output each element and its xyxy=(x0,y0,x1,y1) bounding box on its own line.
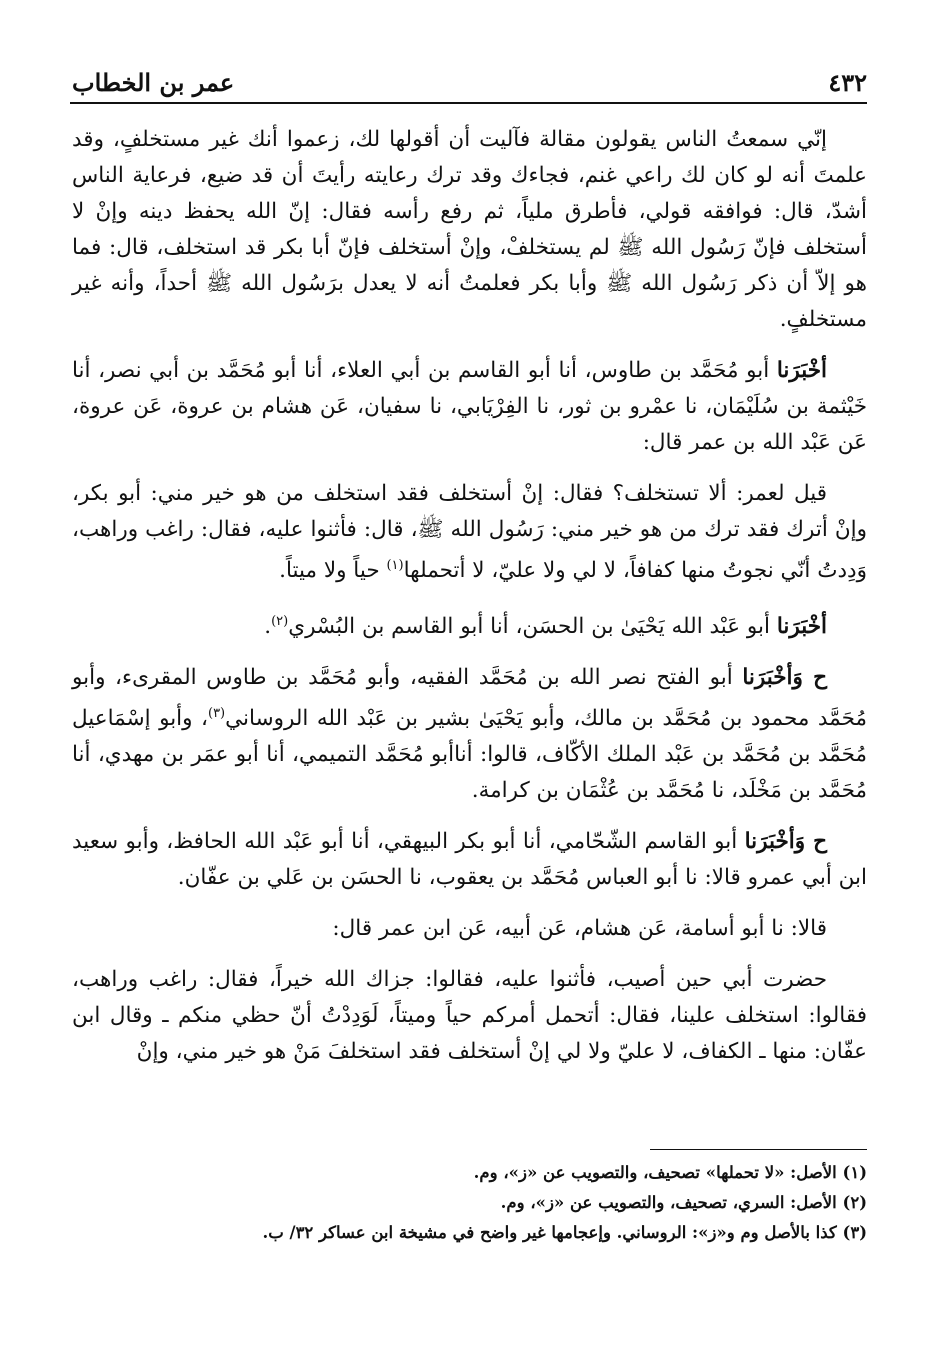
page-number: ٤٣٢ xyxy=(828,67,867,97)
paragraph-text: قيل لعمر: ألا تستخلف؟ فقال: إنْ أستخلف فقد استخلف من هو خير مني: أبو بكر، وإنْ أترك فقد ترك من هو خير مني: رَسُول الله ﷺ، قال: فأثنوا عليه، فقال: راغب وراهب، وَدِدتُ أنّي نجوتُ منها كفافاً، لا لي ولا عليّ، لا أتحملها xyxy=(72,481,867,584)
paragraph xyxy=(72,660,867,809)
isnad-lead: ح وَأخْبَرَنا xyxy=(742,665,827,691)
paragraph xyxy=(72,824,867,896)
paragraph-tail: حياً ولا ميتاً. xyxy=(279,558,387,584)
footnote-ref: (١) xyxy=(386,558,404,573)
footnote-ref: (٢) xyxy=(271,614,289,630)
paragraph xyxy=(72,962,867,1070)
main-text xyxy=(72,122,867,1085)
header-rule xyxy=(70,102,867,104)
paragraph-text: أبو مُحَمَّد بن طاوس، أنا أبو القاسم بن أبي العلاء، أنا أبو مُحَمَّد بن أبي نصر، أنا خَيْثمة بن سُلَيْمَان، نا عمْرو بن ثور، نا الفِرْيَابي، نا سفيان، عَن هشام بن عروة، عَن عروة، عَن عَبْد الله بن عمر قال: xyxy=(72,358,867,455)
paragraph xyxy=(72,122,867,338)
isnad-lead: أخْبَرَنا xyxy=(776,358,827,383)
isnad-lead: ح وَأخْبَرَنا xyxy=(744,829,827,855)
paragraph-text: أبو عَبْد الله يَحْيَىٰ بن الحسَن، أنا أبو القاسم بن البُسْري xyxy=(288,614,777,640)
paragraph xyxy=(72,353,867,461)
isnad-lead: أخْبَرَنا xyxy=(776,614,827,640)
footnote-ref: (٣) xyxy=(207,706,226,722)
footnotes xyxy=(72,1158,867,1248)
paragraph-text: إنّي سمعتُ الناس يقولون مقالة فآليت أن أقولها لك، زعموا أنك غير مستخلفٍ، وقد علمتَ أنه لو كان لك راعي غنم، فجاءك وقد ترك رعايته رأيتَ أن قد ضيع، فرعاية الناس أشدّ، قال: فوافقه قولي، فأطرق ملياً، ثم رفع رأسه فقال: إنّ الله يحفظ دينه وإنْ لا أستخلف فإنّ رَسُول الله ﷺ لم يستخلفْ، وإنْ أستخلف فإنّ أبا بكر قد استخلف، قال: فما هو إلاّ أن ذكر رَسُول الله ﷺ وأبا بكر فعلمتُ أنه لا يعدل برَسُول الله ﷺ أحداً، وأنه غير مستخلفٍ. xyxy=(72,127,867,332)
footnote: (٢) الأصل: السري، تصحيف، والتصويب عن «ز»، وم. xyxy=(500,1193,867,1212)
paragraph-tail: . xyxy=(264,614,272,640)
paragraph-text: أبو الفتح نصر الله بن مُحَمَّد الفقيه، وأبو مُحَمَّد بن طاوس المقرىء، وأبو مُحَمَّد محمود بن مُحَمَّد بن مالك، وأبو يَحْيَىٰ بشير بن عَبْد الله الروساني xyxy=(72,665,867,732)
footnote: (١) الأصل: «لا تحملها» تصحيف، والتصويب عن «ز»، وم. xyxy=(473,1163,867,1182)
footnote: (٣) كذا بالأصل وم و«ز»: الروساني. وإعجامها غير واضح في مشيخة ابن عساكر ٣٢/ ب. xyxy=(262,1223,867,1242)
page-header xyxy=(72,62,867,102)
running-title: عمر بن الخطاب xyxy=(72,67,235,97)
paragraph xyxy=(72,911,867,947)
paragraph-text: قالا: نا أبو أسامة، عَن هشام، عَن أبيه، عَن ابن عمر قال: xyxy=(332,916,827,942)
paragraph-text: أبو القاسم الشّحّامي، أنا أبو بكر البيهقي، أنا أبو عَبْد الله الحافظ، وأبو سعيد ابن أبي عمرو قالا: نا أبو العباس مُحَمَّد بن يعقوب، نا الحسَن بن عَلي بن عفّان. xyxy=(72,829,867,891)
paragraph-text: حضرت أبي حين أصيب، فأثنوا عليه، فقالوا: جزاك الله خيراً، فقال: راغب وراهب، فقالوا: استخلف علينا، فقال: أتحمل أمركم حياً وميتاً، لَوَدِدْتُ أنّ حظي منكم ـ وقال ابن عفّان: منها ـ الكفاف، لا عليّ ولا لي إنْ أستخلف فقد استخلفَ مَنْ هو خير مني، وإنْ xyxy=(72,967,867,1065)
paragraph-tail: ، وأبو إسْمَاعيل مُحَمَّد بن مُحَمَّد بن عَبْد الملك الأكّاف، قالوا: أناأبو مُحَمَّد التميمي، أنا أبو عمَر بن مهدي، أنا مُحَمَّد بن مَخْلَد، نا مُحَمَّد بن عُثْمَان بن كرامة. xyxy=(72,706,867,804)
paragraph xyxy=(72,604,867,645)
paragraph xyxy=(72,476,867,589)
footnote-rule xyxy=(650,1149,867,1150)
